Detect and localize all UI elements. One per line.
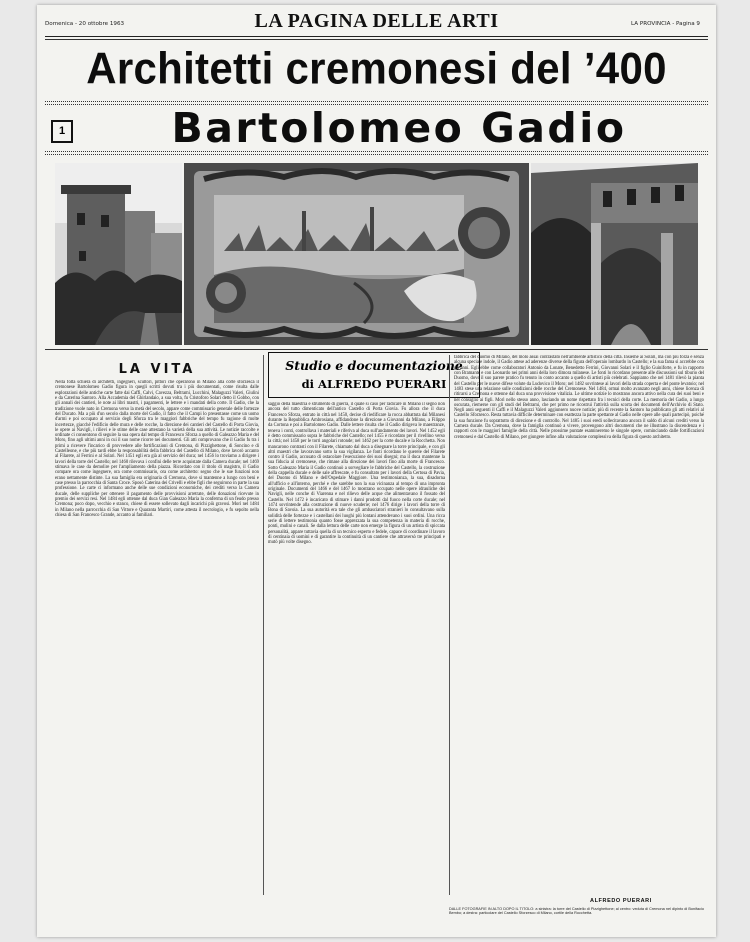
byline-author: di ALFREDO PUERARI: [301, 377, 447, 391]
column-rule: [263, 355, 264, 895]
column-rule: [449, 355, 450, 895]
arcade-photo: [531, 163, 698, 345]
photo-caption: DALLE FOTOGRAFIE IN ALTO DOPO IL TITOLO: a sinistra: la torre del Castello di Pizzighettone; al centro: veduta di Cremona nel dipinto di Bonifacio Bembo; a destra: particolare del Castello Sforzesco di Milano, cortile della Rocchetta.: [449, 907, 704, 916]
page-number: LA PROVINCIA - Pagina 9: [631, 21, 700, 27]
newspaper-page: [37, 5, 716, 937]
painting-photo: [184, 163, 529, 345]
photo-bottom-rule: [45, 349, 708, 350]
issue-date: Domenica - 20 ottobre 1963: [45, 21, 125, 27]
masthead: LA PAGINA DELLE ARTI: [254, 10, 499, 32]
castle-tower-photo: [55, 163, 182, 345]
signature: ALFREDO PUERARI: [590, 898, 652, 904]
subject-title: Bartolomeo Gadio: [171, 104, 627, 152]
dotted-divider: [45, 154, 708, 155]
dotted-divider: [45, 101, 708, 102]
body-column-3: fabbrica del duomo di Milano, del molo assai contrastato nell'ambiente artistico della città. Insieme ai Solari, ma con più forza e senza alcuna speciale indole, il Gadio attese ad aderenze diverse della figura dell'operaio lombardo in Castello; e la sua fama si accrebbe con gli anni. Egli ebbe come collaboratori Antonio da Lonate, Benedetto Ferrini, Giovanni Solari e il figlio Guiniforte, e fu in rapporto con Bramante e con Leonardo nei primi anni della loro dimora milanese. Le fonti lo ricordano presente alle discussioni sul tiburio del Duomo, dove il suo parere pratico fu tenuto in conto accanto a quello di artisti più celebrati. Sappiamo che nel 1481 rilevò la pianta del Castello per le nuove difese volute da Ludovico il Moro; nel 1482 sovrintese ai lavori della strada coperta e del ponte levatoio; nel 1483 stese una relazione sulle condizioni delle rocche del Cremonese. Nel 1484, ormai molto avanzato negli anni, chiese licenza di ritirarsi a Cremona e ottenne dal duca una provvisione vitalizia. Le ultime notizie lo mostrano ancora attivo nella cura dei suoi beni e nel consiglio ai figli. Morì nello stesso anno, lasciando un nome rispettato fra i tecnici della corte. La memoria del Gadio, a lungo oscurata, riemerse con gli studi del Beltrami, che per primo ne ricostruì l'attività sulla scorta dei documenti dell'Archivio di Stato. Negli anni seguenti il Caffi e il Malaguzzi Valeri aggiunsero nuove notizie; più di recente la Santoro ha pubblicato gli atti relativi al Castello Sforzesco. Resta tuttavia difficile determinare con esattezza la parte spettante al Gadio nelle opere alle quali partecipò, poiché la sua funzione fu soprattutto di direzione e di controllo. Nel 1485 i suoi eredi sollecitavano ancora il saldo di alcuni crediti verso la Camera ducale. Da Cremona, dove la famiglia continuò a vivere, provengono altri documenti che ne illustrano la discendenza e i rapporti con le maggiori famiglie della città. Nelle prossime puntate esamineremo le singole opere, cominciando dalle fortificazioni cremonesi e dal Castello di Milano, per giungere infine alla valutazione complessiva della figura di questo architetto.: [454, 355, 704, 440]
body-column-1: Nella folta schiera di architetti, ingegneri, scultori, pittori che operarono in Milano alla corte sforzesca il cremonese Bartolomeo Gadio figura in quegli scritti dovuti tra i più documentati, come risulta dalle esplorazioni delle antiche carte fatte dai Caffi, Calvi, Cavezza, Beltrami, Lucchini, Malaguzzi Valeri, Giulini e da Caterina Santoro. Alla Accademia del Ghirlandaio, a sua volta, fu Cristoforo Solari detto il Gobbo, con gli annali dei cantieri, le note ai libri mastri, i pagamenti, le lettere e i mandati della corte. Il Gadio, che la tradizione vuole nato in Cremona verso la metà del secolo, appare come commissario generale delle fortezze del Ducato. Ma a più d'un secolo dalla morte del Gadio, il fatto che il Campi lo presentasse come un uomo d'armi e poi occupato al servizio degli Sforza tra le maggiori fabbriche del tempo fu ragione di molte incertezze, giacché l'edificio delle mura e delle rocche, la direzione dei cantieri del Castello di Porta Giovia, le opere ai Navigli, i rilievi e le stime delle case attestano la varietà della sua attività. Le notizie raccolte e ordinate ci consentono di seguire la sua opera dal tempo di Francesco Sforza a quello di Galeazzo Maria e del Moro, fino agli ultimi anni in cui il suo nome ricorre nei documenti. Gli atti comprovano che il Gadio fu tra i primi a ricevere l'incarico di provvedere alle fortificazioni di Cremona, di Pizzighettone, di Soncino e di Castelleone, e che più tardi ebbe la responsabilità della fabbrica del Castello di Milano, dove lavorò accanto al Filarete, al Ferrini e al Solari. Nel 1451 egli era già al servizio del duca; nel 1456 lo troviamo a dirigere i lavori della torre del Castello; nel 1460 rilevava i confini delle terre acquistate dalla Camera ducale; nel 1469 stimava le case da demolire per l'ampliamento della piazza. Ricordato con il titolo di magistro, il Gadio compare ora come ingegnere, ora come commissario, ora come architetto: segno che le sue funzioni non erano nettamente distinte. La sua famiglia era originaria di Cremona, dove si mantenne a lungo con beni e case presso la parrocchia di Santa Croce. Sposò Caterina dei Crivelli e ebbe figli che seguirono in parte la sua professione. Le carte ci informano anche delle sue condizioni economiche, dei crediti verso la Camera ducale, delle suppliche per ottenere il pagamento delle provvisioni arretrate, delle donazioni ricevute in premio dei servizi resi. Nel 1484 egli ottenne dal duca Gian Galeazzo Maria la conferma di un feudo presso Cremona; poco dopo, vecchio e stanco, chiese di essere sollevato dagli incarichi più gravosi. Morì nel 1484 in Milano nella parrocchia di San Vittore e Quaranta Martiri, come attesta il necrologio, e fu sepolto nella chiesa di San Francesco Grande, accanto ai familiari.: [55, 380, 259, 518]
page-header: [37, 5, 716, 35]
byline-title: Studio e documentazione: [285, 358, 463, 373]
header-rule: [45, 36, 708, 37]
headline: Architetti cremonesi del ’400: [86, 43, 667, 94]
dotted-divider: [45, 151, 708, 152]
header-rule-thin: [45, 39, 708, 40]
part-number: 1: [51, 120, 73, 143]
body-column-2: saggio della maestria e strumento di guerra, il quale si caso per radicare in Milano il segno non ancora del tutto dimenticato dell'antico Castello di Porta Giovia. Fu allora che il duca Francesco Sforza, entrato in città nel 1450, decise di riedificare la rocca abbattuta dai Milanesi durante la Repubblica Ambrosiana, affidandone la direzione a Giovanni da Milano, a Filippo da Cortona e poi a Bartolomeo Gadio. Dalle lettere risulta che il Gadio dirigeva le maestranze, teneva i conti, controllava i materiali e riferiva al duca sull'andamento dei lavori. Nel 1452 egli è detto commissario sopra le fabbriche del Castello; nel 1455 è ricordato per il rivellino verso la città; nel 1458 per le torri angolari rotonde; nel 1462 per la corte ducale e la Rocchetta. Non mancarono contrasti con il Filarete, chiamato dal duca a disegnare la torre principale, e con gli altri maestri che lavoravano sotto la sua vigilanza. Le fonti ricordano le querele del Filarete contro il Gadio, accusato di ostacolare l'esecuzione dei suoi disegni; ma il duca mantenne la sua fiducia al cremonese, che rimase alla direzione dei lavori fino alla morte di Francesco. Sotto Galeazzo Maria il Gadio continuò a sorvegliare le fabbriche del Castello, la costruzione della cappella ducale e delle sale affrescate, e fu consultato per i lavori della Certosa di Pavia, del Duomo di Milano e dell'Ospedale Maggiore. Una testimonianza, la sua, disadorna all'ufficio e all'interno, perché e che sarebbe non la sua vicinanza al tempo di una impronta originale. Documenti del 1466 e del 1467 lo mostrano occupato nelle opere idrauliche dei Navigli, nelle conche di Viarenna e nel rilievo delle acque che alimentavano il fossato del Castello. Nel 1472 è incaricato di stimare i danni prodotti dal fuoco nella corte ducale; nel 1474 sovrintende alla costruzione di nuove scuderie; nel 1476 dirige i lavori della torre di Bona di Savoia. La sua autorità era tale che gli ambasciatori stranieri lo consultavano sulla solidità delle fortezze e i castellani dei luoghi più lontani attendevano i suoi ordini. Una ricca serie di lettere testimonia quanto fosse apprezzata la sua competenza in materia di rocche, ponti, mulini e canali. Se dalla lettura delle carte non emerge la figura di un artista di spiccata personalità, appare tuttavia quella di un tecnico esperto e fedele, capace di coordinare il lavoro di centinaia di uomini e di garantire la continuità di un cantiere che attraversò tre principati e mutò più volte disegno.: [268, 402, 445, 546]
section-heading: LA VITA: [118, 362, 196, 377]
